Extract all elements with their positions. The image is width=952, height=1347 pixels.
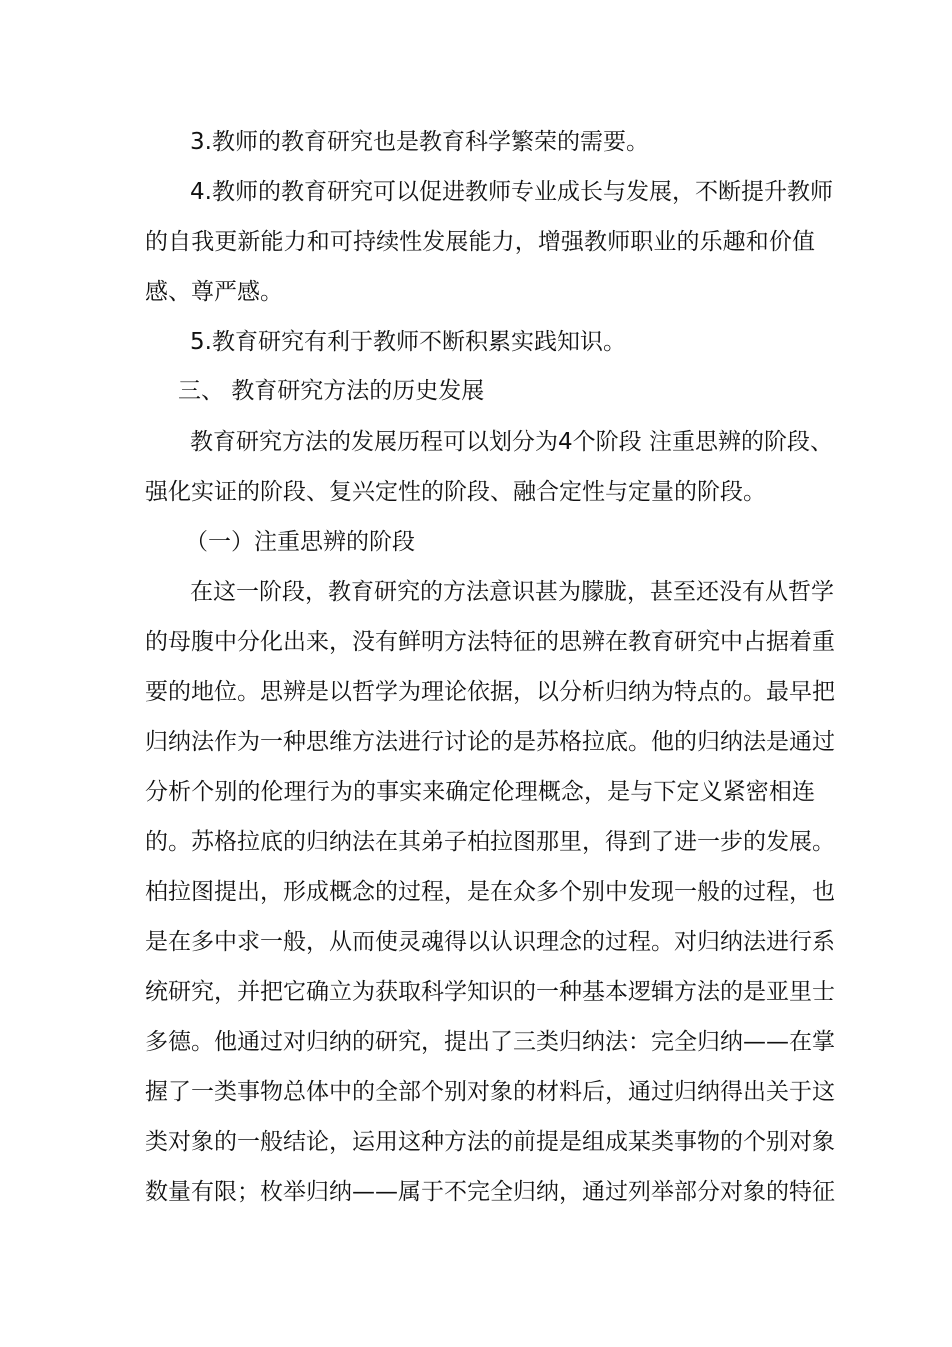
paragraph-line: 类对象的一般结论，运用这种方法的前提是组成某类事物的个别对象 [145, 1129, 835, 1155]
paragraph-line: 4.教师的教育研究可以促进教师专业成长与发展，不断提升教师 [190, 179, 833, 205]
subsection-heading: （一）注重思辨的阶段 [185, 529, 415, 555]
paragraph-line: 教育研究方法的发展历程可以划分为4个阶段 注重思辨的阶段、 [190, 429, 833, 455]
paragraph-line: 的自我更新能力和可持续性发展能力，增强教师职业的乐趣和价值 [145, 229, 815, 255]
paragraph-line: 归纳法作为一种思维方法进行讨论的是苏格拉底。他的归纳法是通过 [145, 729, 835, 755]
paragraph-line: 3.教师的教育研究也是教育科学繁荣的需要。 [190, 129, 649, 155]
paragraph-line: 握了一类事物总体中的全部个别对象的材料后，通过归纳得出关于这 [145, 1079, 835, 1105]
paragraph-line: 分析个别的伦理行为的事实来确定伦理概念，是与下定义紧密相连 [145, 779, 815, 805]
paragraph-line: 多德。他通过对归纳的研究，提出了三类归纳法：完全归纳——在掌 [145, 1029, 835, 1055]
paragraph-line: 是在多中求一般，从而使灵魂得以认识理念的过程。对归纳法进行系 [145, 929, 835, 955]
paragraph-line: 的。苏格拉底的归纳法在其弟子柏拉图那里，得到了进一步的发展。 [145, 829, 835, 855]
paragraph-line: 柏拉图提出，形成概念的过程，是在众多个别中发现一般的过程，也 [145, 879, 835, 905]
paragraph-line: 数量有限；枚举归纳——属于不完全归纳，通过列举部分对象的特征 [145, 1179, 835, 1205]
section-heading: 三、 教育研究方法的历史发展 [178, 378, 485, 404]
paragraph-line: 统研究，并把它确立为获取科学知识的一种基本逻辑方法的是亚里士 [145, 979, 835, 1005]
paragraph-line: 5.教育研究有利于教师不断积累实践知识。 [190, 329, 626, 355]
paragraph-line: 在这一阶段，教育研究的方法意识甚为朦胧，甚至还没有从哲学 [190, 579, 834, 605]
paragraph-line: 强化实证的阶段、复兴定性的阶段、融合定性与定量的阶段。 [145, 479, 766, 505]
paragraph-line: 要的地位。思辨是以哲学为理论依据，以分析归纳为特点的。最早把 [145, 679, 835, 705]
paragraph-line: 感、尊严感。 [145, 279, 283, 305]
paragraph-line: 的母腹中分化出来，没有鲜明方法特征的思辨在教育研究中占据着重 [145, 629, 835, 655]
